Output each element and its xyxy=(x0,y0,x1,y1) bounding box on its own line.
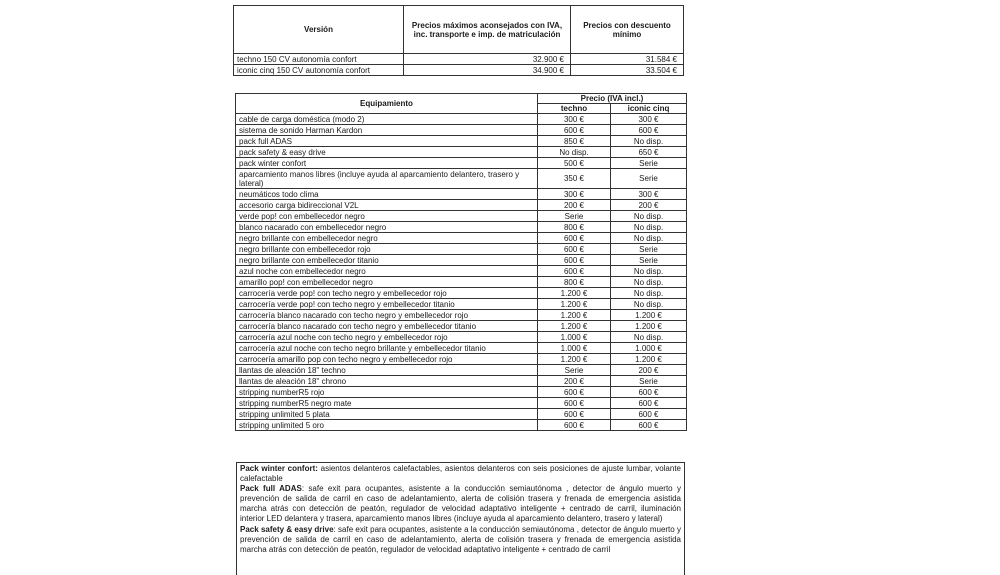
techno-price: Serie xyxy=(538,211,611,222)
note-full-adas xyxy=(240,484,681,524)
max-price-value: 32.900 € xyxy=(404,54,571,65)
iconic-price: 200 € xyxy=(611,365,687,376)
techno-price: 1.200 € xyxy=(538,321,611,332)
iconic-price: 1.000 € xyxy=(611,343,687,354)
equipment-name: pack safety & easy drive xyxy=(236,147,538,158)
techno-price: 600 € xyxy=(538,420,611,431)
equipment-name: carrocería azul noche con techo negro y embellecedor rojo xyxy=(236,332,538,343)
techno-price: 300 € xyxy=(538,114,611,125)
techno-price: No disp. xyxy=(538,147,611,158)
discount-price-value: 31.584 € xyxy=(571,54,684,65)
table-row xyxy=(236,365,687,376)
iconic-price: No disp. xyxy=(611,266,687,277)
note-text: : safe exit para ocupantes, asistente a la conducción semiautónoma , detector de ángulo muerto y prevención de salida de carril en caso de adelantamiento, alerta de colisión trasera y frenada de emergencia asistida marcha atrás con detección de peatón, regulador de velocidad adaptativo inteligente + centrado de carril, iluminación interior LED delantera y trasera, aparcamiento manos libres (incluye ayuda al aparcamiento delantero, trasero y lateral) xyxy=(240,484,682,524)
equipment-name: pack winter confort xyxy=(236,158,538,169)
techno-price: Serie xyxy=(538,365,611,376)
equipment-name: carrocería azul noche con techo negro brillante y embellecedor titanio xyxy=(236,343,538,354)
iconic-price: Serie xyxy=(611,244,687,255)
iconic-price: 600 € xyxy=(611,409,687,420)
iconic-price: 300 € xyxy=(611,189,687,200)
table-row xyxy=(236,310,687,321)
table-row xyxy=(236,169,687,189)
iconic-price: Serie xyxy=(611,169,687,189)
equipment-name: accesorio carga bidireccional V2L xyxy=(236,200,538,211)
iconic-price: 600 € xyxy=(611,420,687,431)
table-row xyxy=(236,398,687,409)
table-row xyxy=(236,222,687,233)
table-row xyxy=(236,200,687,211)
equipment-name: carrocería amarillo pop con techo negro y embellecedor rojo xyxy=(236,354,538,365)
table-row xyxy=(236,332,687,343)
table-row xyxy=(236,244,687,255)
equipment-name: stripping numberR5 negro mate xyxy=(236,398,538,409)
equipment-name: sistema de sonido Harman Kardon xyxy=(236,125,538,136)
equipment-name: stripping unlimited 5 oro xyxy=(236,420,538,431)
table-row xyxy=(236,409,687,420)
note-winter xyxy=(240,464,681,484)
iconic-price: Serie xyxy=(611,376,687,387)
techno-price: 850 € xyxy=(538,136,611,147)
table-row xyxy=(236,354,687,365)
techno-price: 600 € xyxy=(538,255,611,266)
table-row xyxy=(236,343,687,354)
note-title: Pack winter confort: xyxy=(240,464,318,473)
table-row xyxy=(236,136,687,147)
techno-price: 1.000 € xyxy=(538,332,611,343)
equipment-name: cable de carga doméstica (modo 2) xyxy=(236,114,538,125)
techno-price: 1.200 € xyxy=(538,354,611,365)
prices-table xyxy=(233,5,684,76)
techno-price: 300 € xyxy=(538,189,611,200)
techno-price: 600 € xyxy=(538,266,611,277)
table-row xyxy=(236,114,687,125)
note-title: Pack safety & easy drive xyxy=(240,524,334,534)
techno-price: 800 € xyxy=(538,277,611,288)
iconic-price: No disp. xyxy=(611,222,687,233)
equipment-name: negro brillante con embellecedor rojo xyxy=(236,244,538,255)
equipment-name: carrocería verde pop! con techo negro y embellecedor titanio xyxy=(236,299,538,310)
techno-price: 500 € xyxy=(538,158,611,169)
equipment-rows xyxy=(236,114,687,431)
iconic-price: 1.200 € xyxy=(611,310,687,321)
equipment-name: carrocería blanco nacarado con techo negro y embellecedor titanio xyxy=(236,321,538,332)
table-row xyxy=(236,189,687,200)
table-row xyxy=(236,288,687,299)
equipment-name: llantas de aleación 18'' chrono xyxy=(236,376,538,387)
techno-price: 600 € xyxy=(538,387,611,398)
techno-price: 1.200 € xyxy=(538,299,611,310)
header-equipment: Equipamiento xyxy=(236,94,538,114)
equipment-name: verde pop! con embellecedor negro xyxy=(236,211,538,222)
table-row xyxy=(236,299,687,310)
table-row xyxy=(236,125,687,136)
discount-price-value: 33.504 € xyxy=(571,65,684,76)
header-max-price: Precios máximos aconsejados con IVA, inc. transporte e imp. de matriculación xyxy=(404,6,571,54)
iconic-price: No disp. xyxy=(611,136,687,147)
iconic-price: 200 € xyxy=(611,200,687,211)
equipment-name: aparcamiento manos libres (incluye ayuda al aparcamiento delantero, trasero y lateral) xyxy=(236,169,538,189)
iconic-price: No disp. xyxy=(611,332,687,343)
iconic-price: No disp. xyxy=(611,299,687,310)
equipment-name: pack full ADAS xyxy=(236,136,538,147)
header-discount-price: Precios con descuento mínimo xyxy=(571,6,684,54)
iconic-price: 600 € xyxy=(611,125,687,136)
header-price: Precio (IVA incl.) xyxy=(538,94,687,104)
version-name: iconic cinq 150 CV autonomía confort xyxy=(234,65,404,76)
header-version: Versión xyxy=(234,6,404,54)
note-title: Pack full ADAS xyxy=(240,484,302,494)
techno-price: 1.000 € xyxy=(538,343,611,354)
version-name: techno 150 CV autonomía confort xyxy=(234,54,404,65)
note-text: asientos delanteros calefactables, asientos delanteros con seis posiciones de ajuste lumbar, volante calefactable xyxy=(240,464,681,484)
table-row xyxy=(236,321,687,332)
equipment-name: carrocería blanco nacarado con techo negro y embellecedor rojo xyxy=(236,310,538,321)
techno-price: 350 € xyxy=(538,169,611,189)
techno-price: 200 € xyxy=(538,200,611,211)
iconic-price: No disp. xyxy=(611,288,687,299)
note-text: : safe exit para ocupantes, asistente a la conducción semiautónoma , detector de ángulo muerto y prevención de salida de carril en caso de adelantamiento, alerta de colisión trasera y frenada de emergencia asistida marcha atrás con detección de peatón, regulador de velocidad adaptativo inteligente + centrado de carril xyxy=(240,524,681,554)
table-row xyxy=(236,266,687,277)
techno-price: 600 € xyxy=(538,125,611,136)
table-row xyxy=(236,277,687,288)
equipment-name: carrocería verde pop! con techo negro y embellecedor rojo xyxy=(236,288,538,299)
table-row xyxy=(236,420,687,431)
max-price-value: 34.900 € xyxy=(404,65,571,76)
table-row xyxy=(236,147,687,158)
notes-box xyxy=(236,462,685,575)
iconic-price: No disp. xyxy=(611,277,687,288)
table-row xyxy=(236,233,687,244)
table-row xyxy=(236,376,687,387)
equipment-name: amarillo pop! con embellecedor negro xyxy=(236,277,538,288)
table-row xyxy=(234,65,684,76)
equipment-name: stripping unlimited 5 plata xyxy=(236,409,538,420)
table-row xyxy=(236,211,687,222)
iconic-price: 600 € xyxy=(611,398,687,409)
iconic-price: 600 € xyxy=(611,387,687,398)
equipment-name: negro brillante con embellecedor titanio xyxy=(236,255,538,266)
equipment-table xyxy=(235,93,687,431)
table-row xyxy=(236,158,687,169)
techno-price: 1.200 € xyxy=(538,288,611,299)
iconic-price: 1.200 € xyxy=(611,321,687,332)
techno-price: 200 € xyxy=(538,376,611,387)
techno-price: 800 € xyxy=(538,222,611,233)
equipment-name: negro brillante con embellecedor negro xyxy=(236,233,538,244)
techno-price: 600 € xyxy=(538,398,611,409)
iconic-price: 650 € xyxy=(611,147,687,158)
equipment-name: stripping numberR5 rojo xyxy=(236,387,538,398)
header-techno: techno xyxy=(538,104,611,114)
techno-price: 600 € xyxy=(538,233,611,244)
iconic-price: Serie xyxy=(611,158,687,169)
techno-price: 600 € xyxy=(538,244,611,255)
iconic-price: No disp. xyxy=(611,233,687,244)
table-row xyxy=(234,54,684,65)
header-iconic: iconic cinq xyxy=(611,104,687,114)
equipment-name: llantas de aleación 18'' techno xyxy=(236,365,538,376)
table-row xyxy=(236,255,687,266)
iconic-price: Serie xyxy=(611,255,687,266)
note-safety xyxy=(240,525,681,555)
techno-price: 1.200 € xyxy=(538,310,611,321)
techno-price: 600 € xyxy=(538,409,611,420)
iconic-price: 300 € xyxy=(611,114,687,125)
equipment-name: neumáticos todo clima xyxy=(236,189,538,200)
iconic-price: No disp. xyxy=(611,211,687,222)
equipment-name: azul noche con embellecedor negro xyxy=(236,266,538,277)
table-row xyxy=(236,387,687,398)
equipment-name: blanco nacarado con embellecedor negro xyxy=(236,222,538,233)
iconic-price: 1.200 € xyxy=(611,354,687,365)
